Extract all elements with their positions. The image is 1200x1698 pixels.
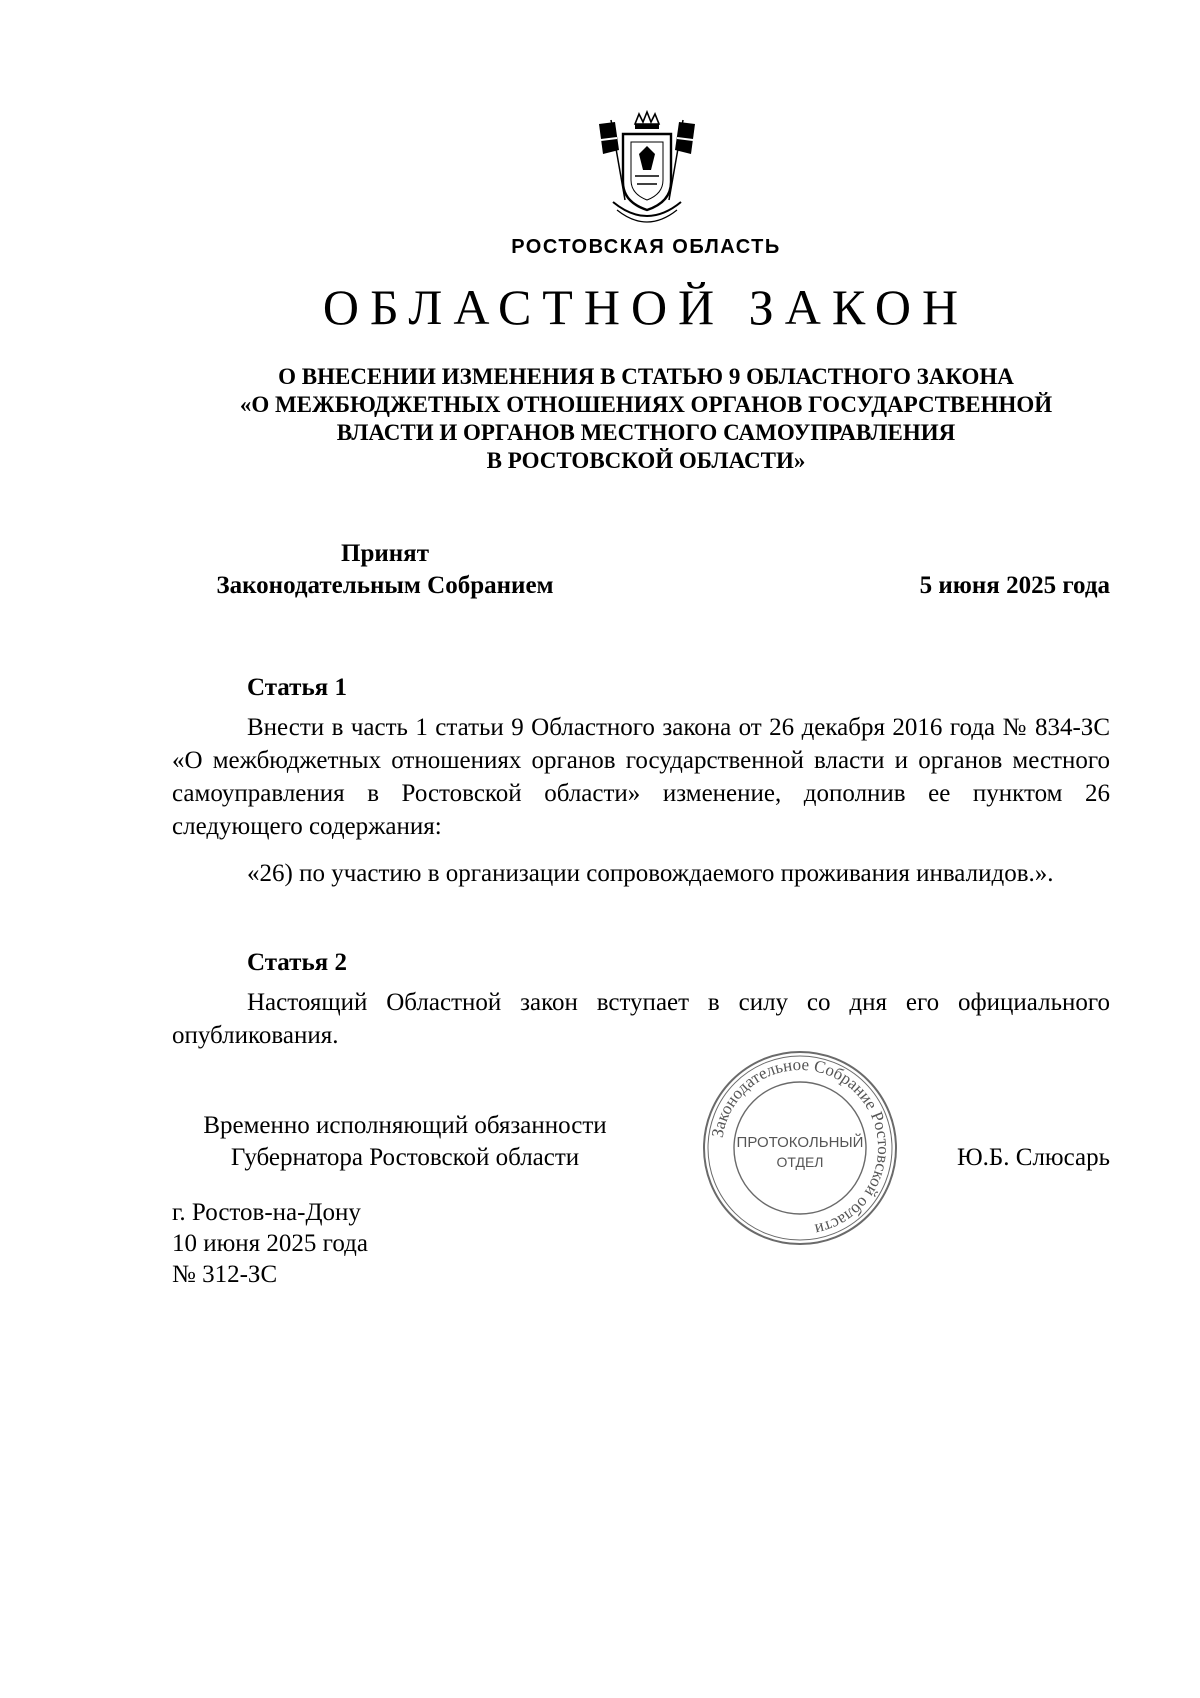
place: г. Ростов-на-Дону [172,1199,361,1226]
law-title [140,363,1152,475]
law-type-heading: ОБЛАСТНОЙ ЗАКОН [322,279,970,335]
article-1-paragraph: «26) по участию в организации сопровождаемого проживания инвалидов.». [247,860,1054,887]
law-title-line: В РОСТОВСКОЙ ОБЛАСТИ» [486,448,806,473]
coat-of-arms-icon [591,110,703,228]
adoption-block [175,538,595,602]
article-2-paragraph: Настоящий Областной закон вступает в силу со дня его официального опубликования. [172,989,1110,1049]
law-title-line: ВЛАСТИ И ОРГАНОВ МЕСТНОГО САМОУПРАВЛЕНИЯ [336,420,956,445]
signatory-position [170,1110,640,1174]
position-line: Губернатора Ростовской области [230,1144,580,1171]
signatory-name: Ю.Б. Слюсарь [956,1144,1110,1171]
position-line: Временно исполняющий обязанности [203,1112,607,1139]
stamp-center-line: ПРОТОКОЛЬНЫЙ [736,1134,864,1151]
region-name: РОСТОВСКАЯ ОБЛАСТЬ [511,236,781,258]
official-stamp [700,1048,900,1248]
law-title-line: О ВНЕСЕНИИ ИЗМЕНЕНИЯ В СТАТЬЮ 9 ОБЛАСТНОГО ЗАКОНА [278,364,1014,389]
article-2-heading: Статья 2 [247,949,347,976]
stamp-ring-text: Законодательное Собрание Ростовской области [707,1054,894,1240]
law-title-line: «О МЕЖБЮДЖЕТНЫХ ОТНОШЕНИЯХ ОРГАНОВ ГОСУДАРСТВЕННОЙ [239,392,1053,417]
article-1-heading: Статья 1 [247,674,347,701]
stamp-center-line: ОТДЕЛ [776,1154,824,1170]
article-1-paragraph: Внести в часть 1 статьи 9 Областного закона от 26 декабря 2016 года № 834-ЗС «О межбюджетных отношениях органов государственной власти и органов местного самоуправления в Ростовской области» изменение, дополнив ее пунктом 26 следующего содержания: [172,714,1110,840]
adopted-by: Законодательным Собранием [216,572,554,599]
law-number: № 312-ЗС [172,1261,278,1288]
signing-date: 10 июня 2025 года [172,1230,368,1257]
adopted-label: Принят [341,540,429,567]
adoption-date: 5 июня 2025 года [919,572,1110,599]
place-date-number [172,1197,368,1290]
